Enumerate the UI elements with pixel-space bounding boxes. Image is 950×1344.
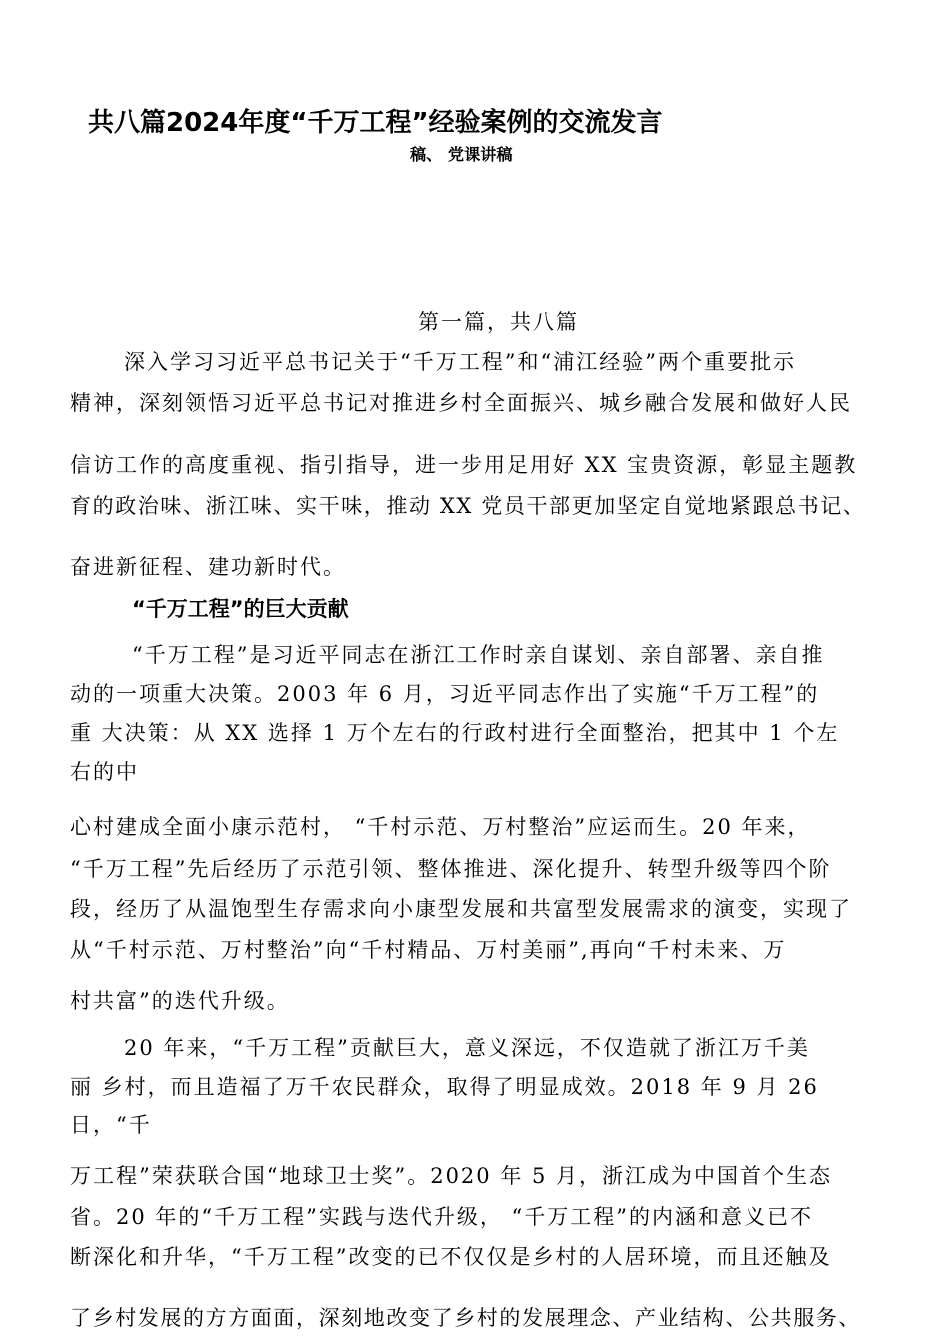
paragraph-line: 重 大决策：从 XX 选择 1 万个左右的行政村进行全面整治，把其中 1 个左	[70, 721, 840, 745]
paragraph-line: 了乡村发展的方方面面，深刻地改变了乡村的发展理念、产业结构、公共服务、	[70, 1306, 861, 1330]
paragraph-line: 日，“千	[70, 1113, 152, 1137]
paragraph-line: 深入学习习近平总书记关于“千万工程”和“浦江经验”两个重要批示	[124, 350, 796, 374]
paragraph-line: 奋进新征程、建功新时代。	[70, 555, 346, 579]
paragraph-line: 育的政治味、浙江味、实干味，推动 XX 党员干部更加坚定自觉地紧跟总书记、	[70, 494, 866, 518]
paragraph-line: 丽 乡村，而且造福了万千农民群众，取得了明显成效。2018 年 9 月 26	[70, 1075, 819, 1099]
document-title-line-1: 共八篇2024年度“千万工程”经验案例的交流发言	[88, 108, 663, 138]
paragraph-line: 精神，深刻领悟习近平总书记对推进乡村全面振兴、城乡融合发展和做好人民	[70, 391, 852, 415]
paragraph-line: “千万工程”先后经历了示范引领、整体推进、深化提升、转型升级等四个阶	[70, 857, 832, 881]
paragraph-line: “千万工程”是习近平同志在浙江工作时亲自谋划、亲自部署、亲自推	[132, 643, 825, 667]
section-heading: “千万工程”的巨大贡献	[132, 597, 349, 621]
paragraph-line: 心村建成全面小康示范村， “千村示范、万村整治”应运而生。20 年来，	[70, 815, 811, 839]
paragraph-line: 右的中	[70, 760, 139, 784]
paragraph-line: 万工程”荣获联合国“地球卫士奖”。2020 年 5 月，浙江成为中国首个生态	[70, 1164, 833, 1188]
paragraph-line: 从“千村示范、万村整治”向“千村精品、万村美丽”,再向“千村未来、万	[70, 938, 787, 962]
paragraph-line: 段，经历了从温饱型生存需求向小康型发展和共富型发展需求的演变，实现了	[70, 897, 852, 921]
paragraph-line: 村共富”的迭代升级。	[70, 989, 290, 1013]
section-label: 第一篇，共八篇	[418, 310, 579, 334]
paragraph-line: 省。20 年的“千万工程”实践与迭代升级， “千万工程”的内涵和意义已不	[70, 1205, 814, 1229]
paragraph-line: 断深化和升华，“千万工程”改变的已不仅仅是乡村的人居环境，而且还触及	[70, 1245, 832, 1269]
document-title-line-2: 稿、 党课讲稿	[410, 145, 513, 164]
paragraph-line: 信访工作的高度重视、指引指导，进一步用足用好 XX 宝贵资源，彰显主题教	[70, 453, 858, 477]
paragraph-line: 20 年来，“千万工程”贡献巨大，意义深远，不仅造就了浙江万千美	[124, 1036, 810, 1060]
paragraph-line: 动的一项重大决策。2003 年 6 月，习近平同志作出了实施“千万工程”的	[70, 682, 820, 706]
